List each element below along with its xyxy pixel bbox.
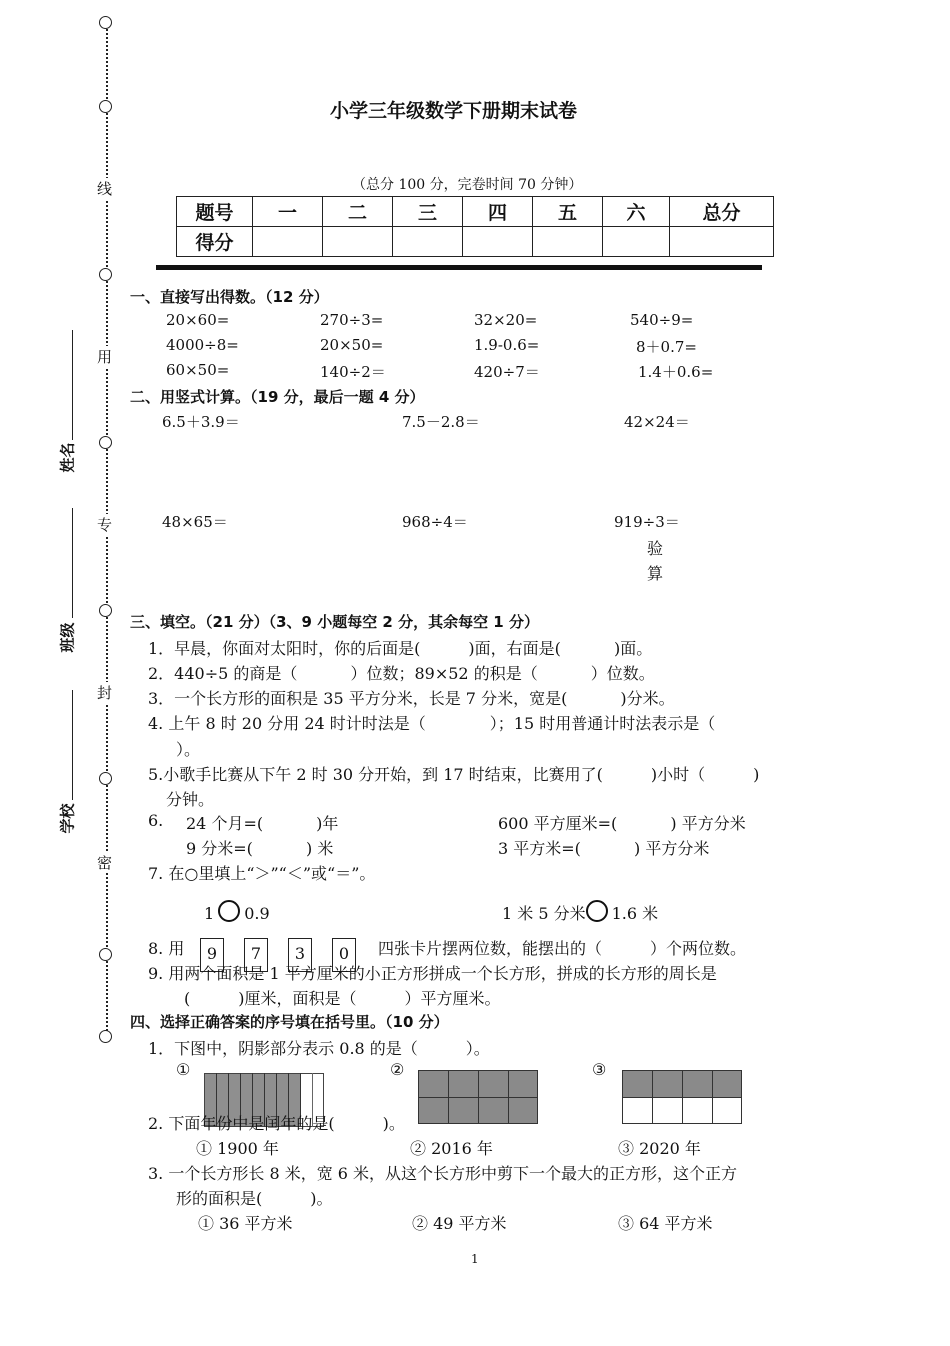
margin-circle bbox=[99, 772, 112, 785]
score-header-cell: 六 bbox=[603, 197, 670, 227]
margin-circle bbox=[99, 1030, 112, 1043]
margin-char: 线 bbox=[97, 180, 113, 198]
score-header-cell: 三 bbox=[393, 197, 463, 227]
margin-char: 专 bbox=[97, 516, 113, 534]
vertical-calc-item: 48×65＝ bbox=[162, 513, 228, 531]
fill-question-4-cont: ）。 bbox=[176, 740, 201, 759]
choice-option[interactable]: ② 2016 年 bbox=[410, 1139, 493, 1158]
score-table-score-row bbox=[177, 227, 774, 257]
school-write-line bbox=[72, 690, 73, 800]
compare-left: 1 米 5 分米 bbox=[502, 904, 586, 923]
score-input-cell[interactable] bbox=[463, 227, 533, 257]
oral-item: 420÷7＝ bbox=[474, 363, 540, 381]
vertical-calc-item: 919÷3＝ bbox=[614, 513, 680, 531]
oral-item: 32×20= bbox=[474, 311, 538, 329]
fill-question-1: 1．早晨，你面对太阳时，你的后面是( )面，右面是( )面。 bbox=[148, 639, 653, 658]
class-label: 班级 bbox=[58, 622, 77, 653]
score-header-cell: 四 bbox=[463, 197, 533, 227]
number-card: 9 bbox=[200, 938, 224, 972]
section-3-heading: 三、填空。（21 分）（3、9 小题每空 2 分，其余每空 1 分） bbox=[130, 613, 539, 631]
oral-item: 60×50= bbox=[166, 361, 230, 379]
fill-question-9-cont: ( )厘米，面积是（ ）平方厘米。 bbox=[184, 989, 501, 1008]
header-divider bbox=[156, 265, 762, 270]
section-4-heading: 四、选择正确答案的序号填在括号里。（10 分） bbox=[130, 1013, 449, 1031]
oral-item: 20×60= bbox=[166, 311, 230, 329]
fill-question-4: 4. 上午 8 时 20 分用 24 时计时法是（ ）；15 时用普通计时法表示是（ bbox=[148, 714, 716, 733]
score-header-cell: 五 bbox=[533, 197, 603, 227]
fill-question-2: 2．440÷5 的商是（ ）位数；89×52 的积是（ ）位数。 bbox=[148, 664, 655, 683]
number-card: 3 bbox=[288, 938, 312, 972]
compare-circle[interactable] bbox=[586, 900, 608, 922]
score-input-cell[interactable] bbox=[323, 227, 393, 257]
margin-circle bbox=[99, 268, 112, 281]
score-input-cell[interactable] bbox=[603, 227, 670, 257]
score-table bbox=[176, 196, 774, 257]
page-title: 小学三年级数学下册期末试卷 bbox=[330, 100, 578, 122]
score-input-cell[interactable] bbox=[533, 227, 603, 257]
margin-circle bbox=[99, 16, 112, 29]
figure-option-3 bbox=[622, 1070, 742, 1124]
fill-question-8-prefix: 8. 用 bbox=[148, 939, 185, 958]
oral-item: 8＋0.7= bbox=[636, 338, 697, 356]
number-card: 7 bbox=[244, 938, 268, 972]
compare-item-1 bbox=[204, 900, 270, 923]
fill-question-6c: 9 分米=( ) 米 bbox=[186, 839, 334, 858]
choice-question-3-cont: 形的面积是( )。 bbox=[176, 1189, 333, 1208]
choice-option-marker[interactable]: ② bbox=[390, 1060, 405, 1079]
fill-question-6d: 3 平方米=( ) 平方分米 bbox=[498, 839, 710, 858]
choice-option[interactable]: ① 1900 年 bbox=[196, 1139, 279, 1158]
oral-item: 4000÷8= bbox=[166, 336, 239, 354]
choice-option[interactable]: ③ 64 平方米 bbox=[618, 1214, 713, 1233]
score-row-label: 得分 bbox=[177, 227, 253, 257]
choice-option[interactable]: ③ 2020 年 bbox=[618, 1139, 701, 1158]
page-number: 1 bbox=[471, 1252, 479, 1266]
check-label: 验 bbox=[647, 539, 664, 558]
fill-question-5-cont: 分钟。 bbox=[166, 790, 215, 809]
vertical-calc-item: 6.5＋3.9＝ bbox=[162, 413, 240, 431]
score-header-cell: 一 bbox=[253, 197, 323, 227]
name-label: 姓名 bbox=[58, 442, 77, 473]
score-input-cell[interactable] bbox=[253, 227, 323, 257]
oral-item: 540÷9= bbox=[630, 311, 694, 329]
margin-circle bbox=[99, 948, 112, 961]
margin-circle bbox=[99, 100, 112, 113]
choice-question-3: 3. 一个长方形长 8 米，宽 6 米，从这个长方形中剪下一个最大的正方形，这个正方 bbox=[148, 1164, 738, 1183]
compare-circle[interactable] bbox=[218, 900, 240, 922]
score-input-cell[interactable] bbox=[670, 227, 774, 257]
fill-question-6b: 600 平方厘米=( ) 平方分米 bbox=[498, 814, 746, 833]
margin-char: 用 bbox=[97, 348, 113, 366]
score-header-cell: 题号 bbox=[177, 197, 253, 227]
compare-right: 1.6 米 bbox=[611, 904, 659, 923]
score-header-cell: 二 bbox=[323, 197, 393, 227]
vertical-calc-item: 7.5－2.8＝ bbox=[402, 413, 480, 431]
choice-option[interactable]: ② 49 平方米 bbox=[412, 1214, 507, 1233]
fill-question-8-suffix: 四张卡片摆两位数，能摆出的（ ）个两位数。 bbox=[378, 939, 747, 958]
class-write-line bbox=[72, 508, 73, 618]
fill-question-6-number: 6. bbox=[148, 811, 164, 830]
margin-circle bbox=[99, 436, 112, 449]
check-label: 算 bbox=[647, 564, 664, 583]
score-input-cell[interactable] bbox=[393, 227, 463, 257]
choice-option[interactable]: ① 36 平方米 bbox=[198, 1214, 293, 1233]
school-label: 学校 bbox=[58, 803, 77, 834]
name-write-line bbox=[72, 330, 73, 440]
score-table-header-row bbox=[177, 197, 774, 227]
margin-char: 密 bbox=[97, 854, 113, 872]
section-2-heading: 二、用竖式计算。（19 分，最后一题 4 分） bbox=[130, 388, 425, 406]
oral-item: 270÷3= bbox=[320, 311, 384, 329]
choice-question-2: 2. 下面年份中是闰年的是( )。 bbox=[148, 1114, 405, 1133]
compare-left: 1 bbox=[204, 904, 215, 923]
oral-item: 140÷2＝ bbox=[320, 363, 386, 381]
fill-question-5: 5.小歌手比赛从下午 2 时 30 分开始，到 17 时结束，比赛用了( )小时（ ) bbox=[148, 765, 760, 784]
compare-right: 0.9 bbox=[244, 904, 270, 923]
choice-option-marker[interactable]: ① bbox=[176, 1060, 191, 1079]
vertical-calc-item: 968÷4＝ bbox=[402, 513, 468, 531]
number-card: 0 bbox=[332, 938, 356, 972]
fill-question-7: 7. 在○里填上“＞”“＜”或“＝”。 bbox=[148, 864, 376, 883]
choice-option-marker[interactable]: ③ bbox=[592, 1060, 607, 1079]
fill-question-3: 3．一个长方形的面积是 35 平方分米，长是 7 分米，宽是( )分米。 bbox=[148, 689, 675, 708]
choice-question-1: 1．下图中，阴影部分表示 0.8 的是（ ）。 bbox=[148, 1039, 490, 1058]
figure-option-2 bbox=[418, 1070, 538, 1124]
section-1-heading: 一、直接写出得数。（12 分） bbox=[130, 288, 329, 306]
fill-question-6a: 24 个月=( )年 bbox=[186, 814, 339, 833]
compare-item-2 bbox=[502, 900, 658, 924]
oral-item: 1.9-0.6= bbox=[474, 336, 540, 354]
oral-item: 1.4＋0.6= bbox=[638, 363, 714, 381]
fill-question-9: 9. 用两个面积是 1 平方厘米的小正方形拼成一个长方形，拼成的长方形的周长是 bbox=[148, 964, 717, 983]
margin-circle bbox=[99, 604, 112, 617]
margin-char: 封 bbox=[97, 684, 113, 702]
oral-item: 20×50= bbox=[320, 336, 384, 354]
vertical-calc-item: 42×24＝ bbox=[624, 413, 690, 431]
score-header-cell: 总分 bbox=[670, 197, 774, 227]
exam-subtitle: （总分 100 分，完卷时间 70 分钟） bbox=[352, 177, 583, 193]
